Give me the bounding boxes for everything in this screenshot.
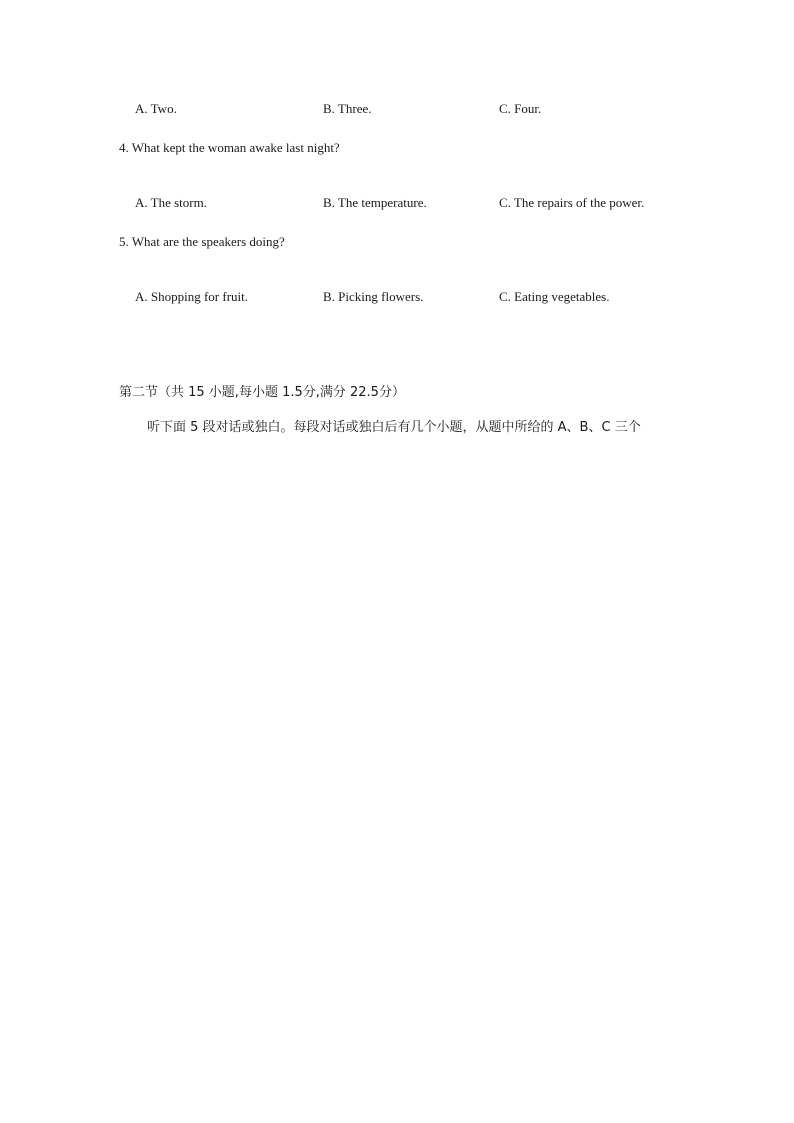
q4-option-c: C. The repairs of the power. — [499, 195, 645, 210]
q3-option-b: B. Three. — [323, 101, 372, 116]
q5-option-c: C. Eating vegetables. — [499, 289, 610, 304]
q4-question: 4. What kept the woman awake last night? — [119, 140, 340, 155]
q5-option-a: A. Shopping for fruit. — [135, 289, 249, 304]
q4-option-b: B. The temperature. — [323, 195, 427, 210]
section-2-heading: 第二节（共 15 小题,每小题 1.5分,满分 22.5分） — [119, 385, 405, 400]
q5-option-b: B. Picking flowers. — [323, 289, 424, 304]
q3-option-a: A. Two. — [135, 101, 177, 116]
q3-option-c: C. Four. — [499, 101, 542, 116]
q5-question: 5. What are the speakers doing? — [119, 234, 285, 249]
q4-option-a: A. The storm. — [135, 195, 207, 210]
section-2-instruction: 听下面 5 段对话或独白。每段对话或独白后有几个小题，从题中所给的 A、B、C 三个 — [147, 420, 641, 435]
